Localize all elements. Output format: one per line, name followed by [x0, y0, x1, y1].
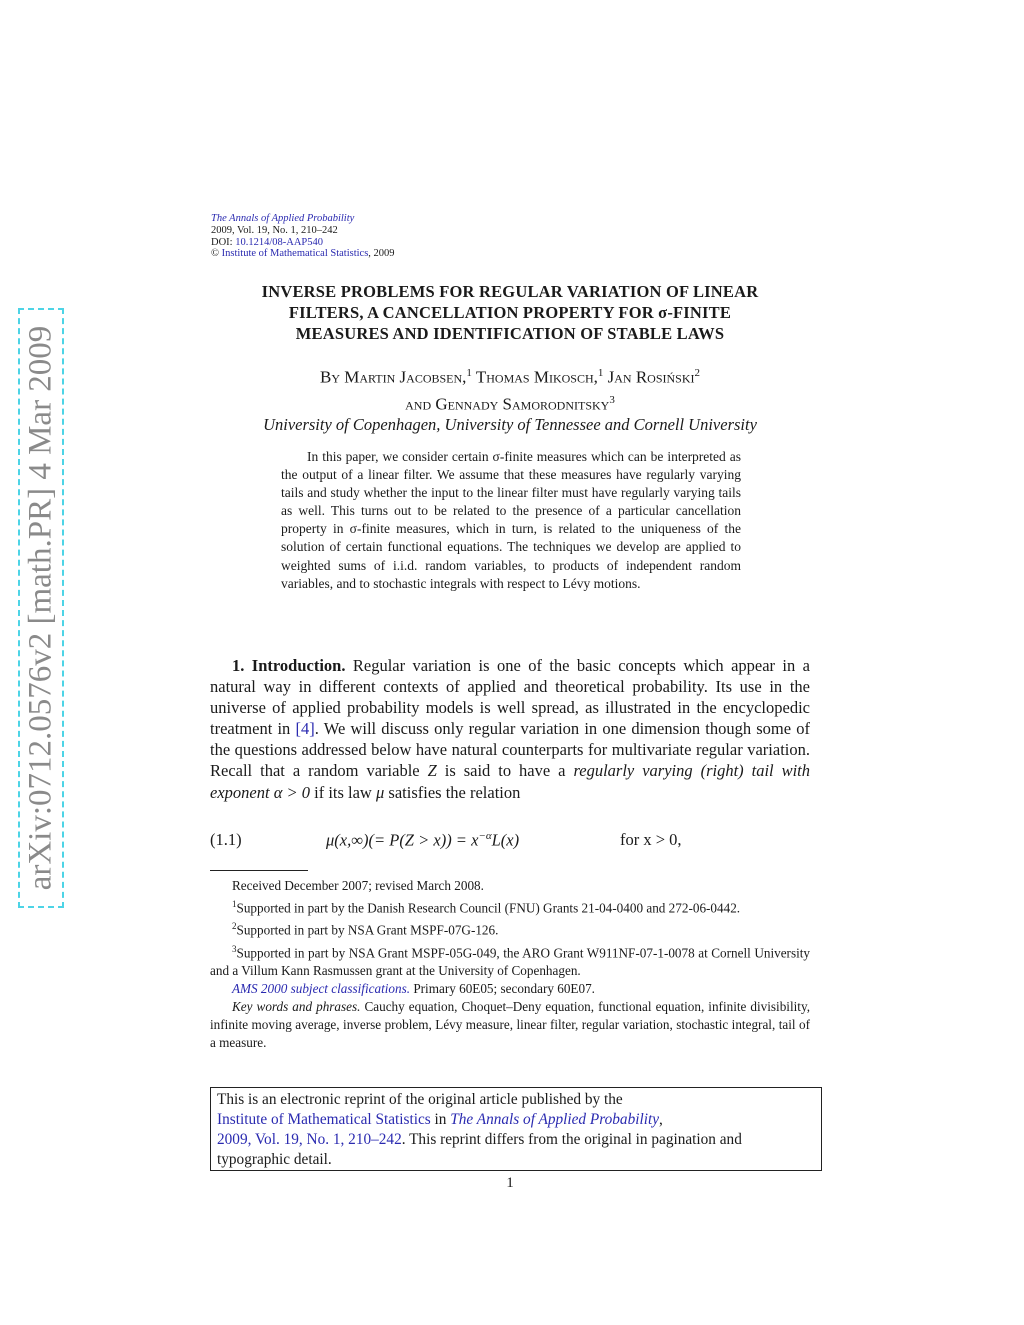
arxiv-identifier: arXiv:0712.0576v2 [math.PR] 4 Mar 2009 — [22, 325, 59, 891]
math-inline: α > 0 — [273, 782, 310, 802]
copyright-year: , 2009 — [368, 248, 395, 260]
doi-label: DOI: — [211, 236, 236, 248]
footnote-1 — [210, 895, 810, 917]
emphasis: regularly varying — [573, 761, 693, 781]
ams-classification — [210, 980, 810, 998]
journal-link[interactable]: The Annals of Applied Probability — [211, 213, 355, 224]
intro-text: satisfies the relation — [384, 782, 521, 802]
display-equation — [210, 830, 810, 854]
intro-text: . We will discuss only regular variation in one dimension though some of the questions addressed below have natural counterparts for multivariate regular variation. Recall that a random variable — [210, 719, 810, 781]
footnote-marker: 2 — [694, 367, 701, 379]
author-name: Thomas Mikosch, — [471, 367, 598, 387]
keywords-label: Key words and phrases. — [232, 999, 361, 1015]
footnote-marker: 1 — [466, 367, 472, 379]
reprint-text: , — [659, 1111, 663, 1128]
page-number: 1 — [506, 1175, 514, 1191]
footnote-3 — [210, 940, 810, 980]
reprint-notice — [210, 1087, 822, 1171]
footnote-text: Supported in part by NSA Grant MSPF-05G-049, the ARO Grant W911NF-07-1-0078 at Cornell University and a Villum Kann Rasmussen grant at the University of Copenhagen. — [210, 945, 810, 979]
journal-link[interactable]: The Annals of Applied Probability — [450, 1111, 660, 1128]
equation-exponent: −α — [478, 830, 492, 842]
introduction-paragraph — [210, 655, 810, 803]
publisher-link[interactable]: Institute of Mathematical Statistics — [221, 248, 369, 260]
received-note: Received December 2007; revised March 2008. — [232, 878, 484, 893]
footnote-text: Supported in part by NSA Grant MSPF-07G-126. — [236, 922, 499, 938]
paper-title — [210, 281, 810, 344]
arxiv-stamp — [18, 308, 64, 908]
equation-condition: for x > 0, — [620, 830, 682, 849]
footnote-marker: 1 — [232, 899, 237, 909]
emphasis: (right) tail with exponent — [210, 761, 811, 802]
title-line: FILTERS, A CANCELLATION PROPERTY FOR σ-FINITE — [288, 303, 732, 322]
footnote-text: Supported in part by the Danish Research Council (FNU) Grants 21-04-0400 and 272-06-0442. — [236, 900, 741, 916]
section-heading: 1. Introduction. — [232, 656, 346, 675]
volume-info: 2009, Vol. 19, No. 1, 210–242 — [211, 224, 338, 236]
keywords-text: Cauchy equation, Choquet–Deny equation, functional equation, infinite divisibility, infinite moving average, inverse problem, Lévy measure, linear filter, regular variation, stochastic integral, tail of a measure. — [210, 999, 810, 1051]
abstract: In this paper, we consider certain σ-finite measures which can be interpreted as the output of a linear filter. We assume that these measures have regularly varying tails and study whether the input to the linear filter must have regularly varying tails as well. This turns out to be related to the presence of a particular cancellation property in σ-finite measures, which in turn, is related to the uniqueness of the solution of certain functional equations. The techniques we develop are applied to weighted sums of i.i.d. random variables, to products of independent random variables, and to stochastic integrals with respect to Lévy motions. — [281, 449, 741, 591]
math-var: μ — [375, 782, 385, 802]
author-list — [210, 362, 810, 415]
intro-text: is said to have a — [436, 761, 574, 781]
keywords — [210, 998, 810, 1052]
footnote-marker: 2 — [232, 921, 237, 932]
math-var: Z — [427, 761, 437, 781]
footnote-2 — [210, 917, 810, 939]
reprint-text: in — [430, 1111, 451, 1128]
equation-body — [326, 830, 519, 851]
intro-text: Regular variation is one of the basic concepts which appear in a natural way in different contexts of applied and theoretical probability. Its use in the universe of applied probability models is well spread, as illustrated in the encyclopedic treatment in — [210, 656, 810, 739]
reprint-text: This is an electronic reprint of the original article published by the — [217, 1091, 623, 1108]
citation-link[interactable]: [4] — [295, 719, 315, 739]
footnote-marker: 3 — [232, 943, 237, 954]
copyright-icon: © — [211, 248, 219, 260]
ams-text: Primary 60E05; secondary 60E07. — [410, 981, 595, 997]
volume-link[interactable]: 2009, Vol. 19, No. 1, 210–242 — [217, 1131, 402, 1148]
journal-header — [211, 213, 395, 260]
affiliation: University of Copenhagen, University of Tennessee and Cornell University — [263, 415, 757, 434]
author-name: and Gennady Samorodnitsky — [405, 394, 610, 414]
doi-link[interactable]: 10.1214/08-AAP540 — [235, 236, 324, 248]
footnote-marker: 1 — [597, 367, 604, 379]
ams-link[interactable]: AMS 2000 subject classifications. — [232, 981, 411, 997]
footnote-divider — [210, 870, 308, 871]
publisher-link[interactable]: Institute of Mathematical Statistics — [217, 1111, 431, 1128]
title-line: INVERSE PROBLEMS FOR REGULAR VARIATION OF LINEAR — [261, 282, 759, 301]
title-line: MEASURES AND IDENTIFICATION OF STABLE LAWS — [295, 324, 725, 343]
equation-rhs: L(x) — [491, 830, 520, 850]
author-name: By Martin Jacobsen, — [319, 367, 467, 387]
footnote-marker: 3 — [609, 393, 615, 406]
intro-text: if its law — [309, 782, 376, 802]
equation-lhs: μ(x,∞)(= P(Z > x)) = x — [326, 830, 479, 850]
reprint-text: . This reprint differs from the original in pagination and typographic detail. — [217, 1131, 742, 1168]
footnotes — [210, 877, 810, 1052]
equation-number: (1.1) — [210, 830, 242, 849]
author-name: Jan Rosiński — [603, 367, 695, 387]
